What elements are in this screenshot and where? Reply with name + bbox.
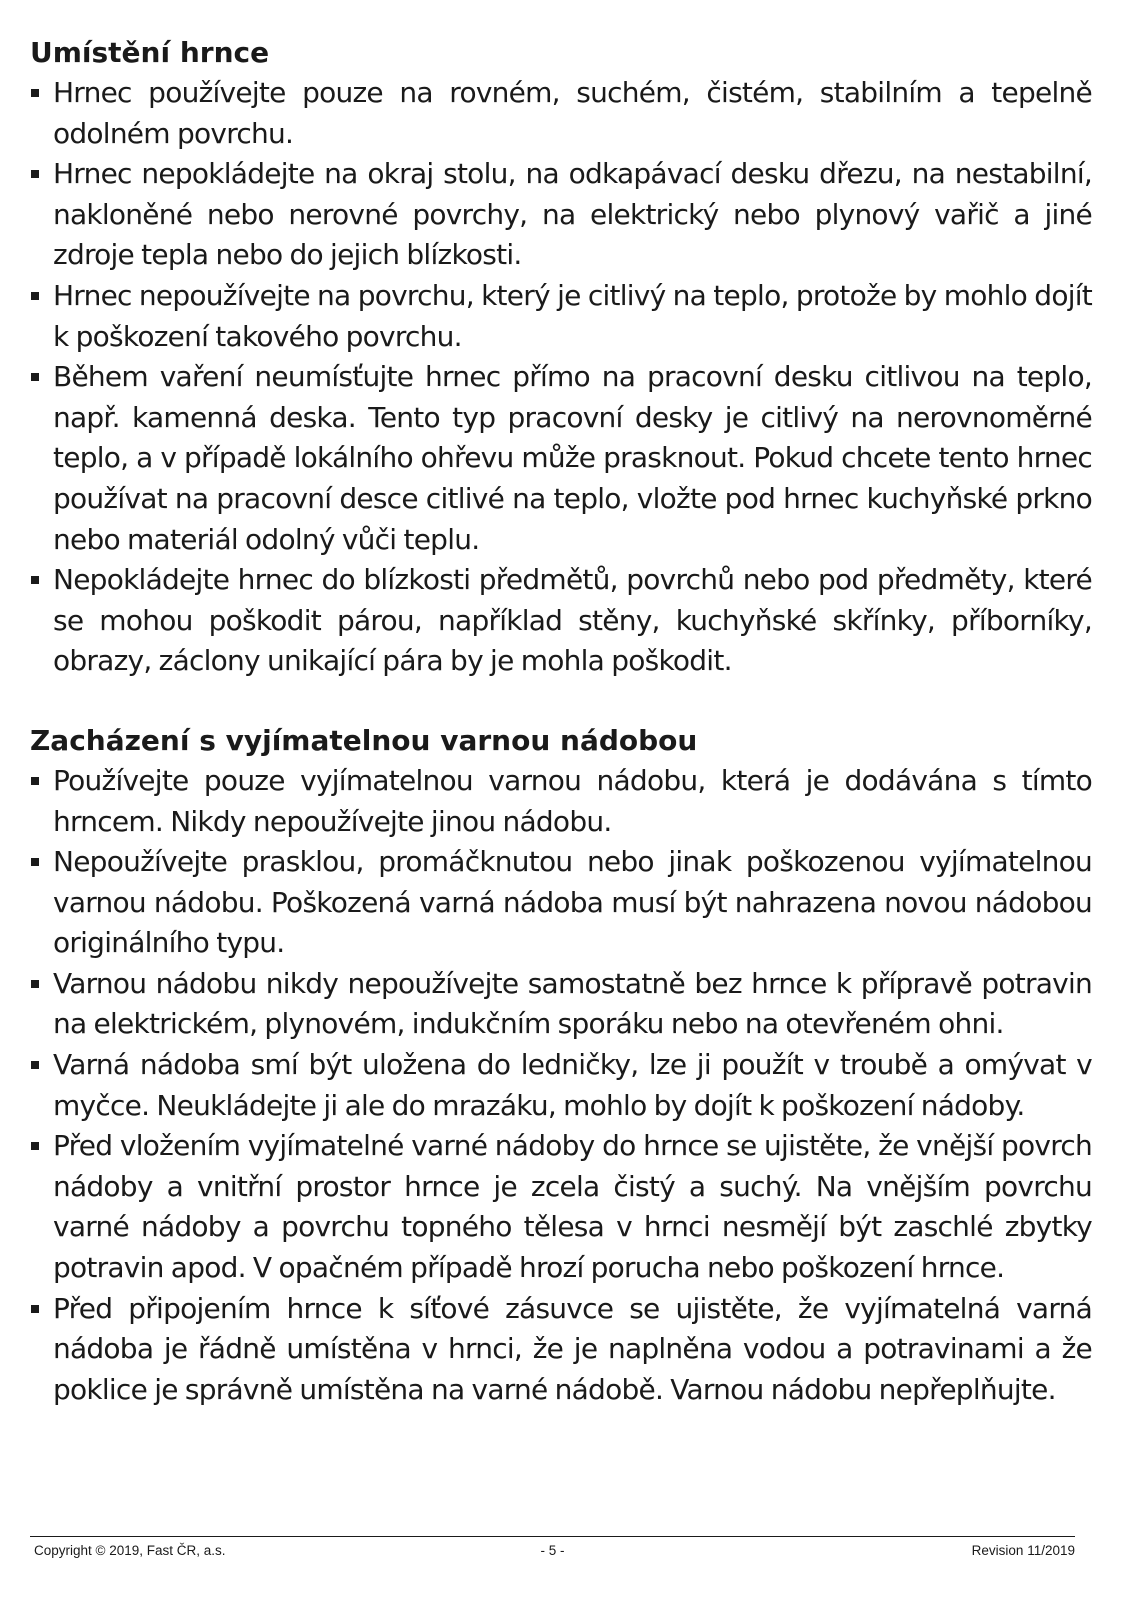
list-item: Varnou nádobu nikdy nepoužívejte samostatně bez hrnce k přípravě potravin na elektrickém, plynovém, indukčním sporáku nebo na otevřeném ohni. xyxy=(30,964,1092,1045)
list-item: Hrnec nepoužívejte na povrchu, který je citlivý na teplo, protože by mohlo dojít k poškození takového povrchu. xyxy=(30,276,1092,357)
page-footer xyxy=(30,1536,1075,1558)
list-item: Používejte pouze vyjímatelnou varnou nádobu, která je dodávána s tímto hrncem. Nikdy nepoužívejte jinou nádobu. xyxy=(30,761,1092,842)
list-item: Varná nádoba smí být uložena do ledničky, lze ji použít v troubě a omývat v myčce. Neukládejte ji ale do mrazáku, mohlo by dojít k poškození nádoby. xyxy=(30,1045,1092,1126)
section-placement xyxy=(30,32,1092,682)
list-item: Nepoužívejte prasklou, promáčknutou nebo jinak poškozenou vyjímatelnou varnou nádobu. Poškozená varná nádoba musí být nahrazena novou nádobou originálního typu. xyxy=(30,842,1092,964)
footer-page-number: - 5 - xyxy=(540,1543,565,1558)
section-heading: Umístění hrnce xyxy=(30,36,270,69)
list-item: Hrnec používejte pouze na rovném, suchém, čistém, stabilním a tepelně odolném povrchu. xyxy=(30,73,1092,154)
footer-copyright: Copyright © 2019, Fast ČR, a.s. xyxy=(34,1543,226,1558)
page-content xyxy=(30,32,1092,1410)
list-item: Před vložením vyjímatelné varné nádoby do hrnce se ujistěte, že vnější povrch nádoby a vnitřní prostor hrnce je zcela čistý a suchý. Na vnějším povrchu varné nádoby a povrchu topného tělesa v hrnci nesmějí být zaschlé zbytky potravin apod. V opačném případě hrozí porucha nebo poškození hrnce. xyxy=(30,1126,1092,1288)
section-removable-pot xyxy=(30,720,1092,1411)
list-item: Nepokládejte hrnec do blízkosti předmětů, povrchů nebo pod předměty, které se mohou poškodit párou, například stěny, kuchyňské skřínky, příborníky, obrazy, záclony unikající pára by je mohla poškodit. xyxy=(30,560,1092,682)
footer-revision: Revision 11/2019 xyxy=(971,1543,1075,1558)
bullet-list xyxy=(30,761,1092,1411)
list-item: Hrnec nepokládejte na okraj stolu, na odkapávací desku dřezu, na nestabilní, nakloněné nebo nerovné povrchy, na elektrický nebo plynový vařič a jiné zdroje tepla nebo do jejich blízkosti. xyxy=(30,154,1092,276)
list-item: Před připojením hrnce k síťové zásuvce se ujistěte, že vyjímatelná varná nádoba je řádně umístěna v hrnci, že je naplněna vodou a potravinami a že poklice je správně umístěna na varné nádobě. Varnou nádobu nepřeplňujte. xyxy=(30,1289,1092,1411)
section-heading: Zacházení s vyjímatelnou varnou nádobou xyxy=(30,723,698,757)
list-item: Během vaření neumísťujte hrnec přímo na pracovní desku citlivou na teplo, např. kamenná deska. Tento typ pracovní desky je citlivý na nerovnoměrné teplo, a v případě lokálního ohřevu může prasknout. Pokud chcete tento hrnec používat na pracovní desce citlivé na teplo, vložte pod hrnec kuchyňské prkno nebo materiál odolný vůči teplu. xyxy=(30,357,1092,560)
bullet-list xyxy=(30,73,1092,682)
